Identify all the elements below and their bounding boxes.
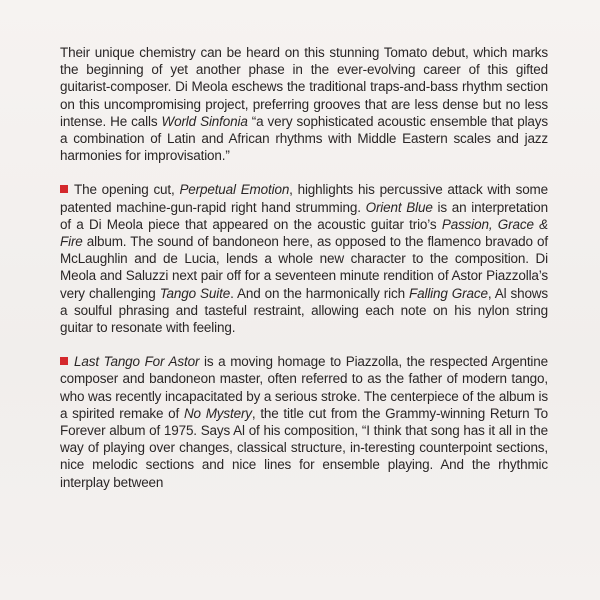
paragraph-2-segment-1: The opening cut, <box>74 182 180 198</box>
paragraph-2-segment-9: . And on the harmonically rich <box>230 285 410 301</box>
paragraph-3-segment-4: , the title cut from the Grammy-winning Return To Forever album of 1975. Says Al of his composition, “I think that song has it all in the way of playing over changes, classical structure, in-teresting counterpoint sections, nice melodic sections and nice lines for ensemble playing. And the rhythmic interplay between <box>60 405 549 490</box>
paragraph-1-segment-3: “a very sophisticated acoustic ensemble that plays a combination of Latin and African rhythms with Middle Eastern scales and jazz harmonies for improvisation.” <box>60 113 548 164</box>
paragraph-2-segment-11: , Al shows a soulful phrasing and tasteful restraint, allowing each note on his nylon string guitar to resonate with feeling. <box>60 285 549 336</box>
paragraph-1 <box>60 44 548 164</box>
paragraph-1-segment-1: Their unique chemistry can be heard on this stunning Tomato debut, which marks the beginning of yet another phase in the ever-evolving career of this gifted guitarist-composer. Di Meola eschews the traditional traps-and-bass rhythm section on this uncompromising project, preferring grooves that are less dense but no less intense. He calls <box>60 45 548 129</box>
track-title-last-tango-for-astor: Last Tango For Astor <box>74 354 200 370</box>
track-title-no-mystery: No Mystery <box>183 405 252 421</box>
paragraph-2-segment-5: is an interpretation of a Di Meola piece that appeared on the acoustic guitar trio’s <box>60 199 548 232</box>
album-title-passion-grace-fire: Passion, Grace & Fire <box>60 216 549 250</box>
red-square-bullet-icon <box>60 185 68 193</box>
track-title-orient-blue: Orient Blue <box>365 199 433 215</box>
paragraph-2 <box>60 181 548 336</box>
liner-notes-text <box>60 44 548 491</box>
paragraph-3 <box>60 353 548 491</box>
track-title-tango-suite: Tango Suite <box>159 285 231 301</box>
track-title-perpetual-emotion: Perpetual Emotion <box>179 182 290 198</box>
paragraph-2-segment-7: album. The sound of bandoneon here, as opposed to the flamenco bravado of McLaughlin and de Lucia, lends a whole new character to the composition. Di Meola and Saluzzi next pair off for a seventeen minute rendition of Astor Piazzolla’s very challenging <box>60 234 548 301</box>
track-title-falling-grace: Falling Grace <box>409 285 488 301</box>
paragraph-2-segment-3: , highlights his percussive attack with some patented machine-gun-rapid right hand strumming. <box>60 182 548 215</box>
album-title-world-sinfonia: World Sinfonia <box>161 113 248 129</box>
paragraph-3-segment-2: is a moving homage to Piazzolla, the respected Argentine composer and bandoneon master, often referred to as the father of modern tango, who was recently incapacitated by a serious stroke. The centerpiece of the album is a spirited remake of <box>60 354 548 421</box>
red-square-bullet-icon <box>60 357 68 365</box>
